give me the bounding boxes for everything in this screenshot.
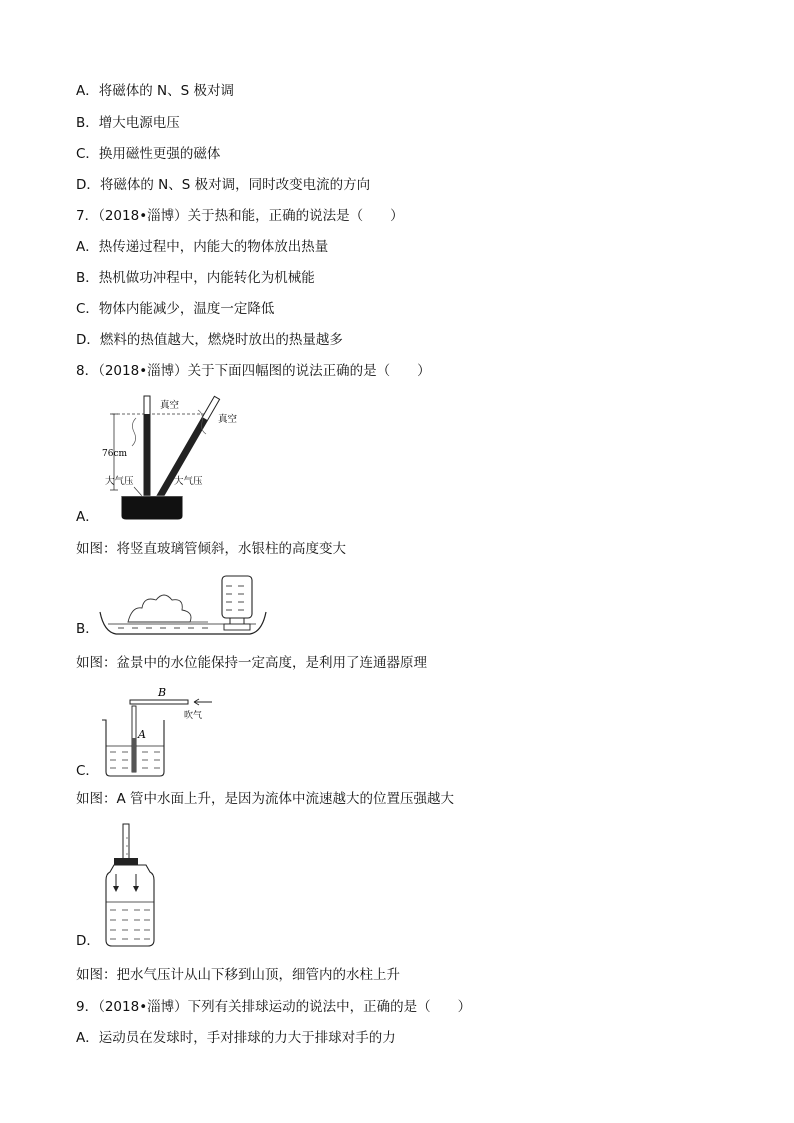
q9-option-a: A．运动员在发球时，手对排球的力大于排球对手的力 — [76, 1030, 396, 1046]
q6-option-b: B．增大电源电压 — [76, 115, 180, 131]
q6-option-a: A．将磁体的 N、S 极对调 — [76, 83, 234, 99]
q8-caption-c: 如图：A 管中水面上升，是因为流体中流速越大的位置压强越大 — [76, 791, 455, 807]
q8-option-a-label: A． — [76, 509, 99, 525]
height-label: 76cm — [102, 449, 128, 459]
atm-left-label: 大气压 — [105, 476, 134, 487]
q7-stem: 7．（2018•淄博）关于热和能，正确的说法是（ ） — [76, 208, 404, 224]
blow-label: 吹气 — [184, 711, 203, 721]
q8-option-b-label: B． — [76, 621, 99, 637]
tube-b-label: B — [158, 686, 167, 699]
q8-stem: 8．（2018•淄博）关于下面四幅图的说法正确的是（ ） — [76, 363, 431, 379]
blow-tube-figure — [98, 682, 222, 778]
q6-option-c: C．换用磁性更强的磁体 — [76, 146, 221, 162]
q7-option-b: B．热机做功冲程中，内能转化为机械能 — [76, 270, 315, 286]
q8-caption-b: 如图：盆景中的水位能保持一定高度，是利用了连通器原理 — [76, 655, 427, 671]
barometer-bottle-figure — [100, 822, 160, 950]
q8-option-c-label: C． — [76, 763, 99, 779]
atm-right-label: 大气压 — [174, 476, 203, 487]
q8-caption-a: 如图：将竖直玻璃管倾斜，水银柱的高度变大 — [76, 541, 346, 557]
q8-caption-d: 如图：把水气压计从山下移到山顶，细管内的水柱上升 — [76, 967, 400, 983]
q7-option-a: A．热传递过程中，内能大的物体放出热量 — [76, 239, 329, 255]
q7-option-d: D．燃料的热值越大，燃烧时放出的热量越多 — [76, 332, 343, 348]
torricelli-figure — [100, 392, 250, 524]
q7-option-c: C．物体内能减少，温度一定降低 — [76, 301, 275, 317]
bonsai-bottle-figure — [98, 572, 268, 640]
q6-option-d: D．将磁体的 N、S 极对调，同时改变电流的方向 — [76, 177, 371, 193]
vacuum-right-label: 真空 — [218, 414, 238, 425]
vacuum-left-label: 真空 — [160, 400, 180, 411]
q9-stem: 9．（2018•淄博）下列有关排球运动的说法中，正确的是（ ） — [76, 999, 472, 1015]
tube-a-label: A — [138, 728, 146, 741]
q8-option-d-label: D． — [76, 933, 100, 949]
